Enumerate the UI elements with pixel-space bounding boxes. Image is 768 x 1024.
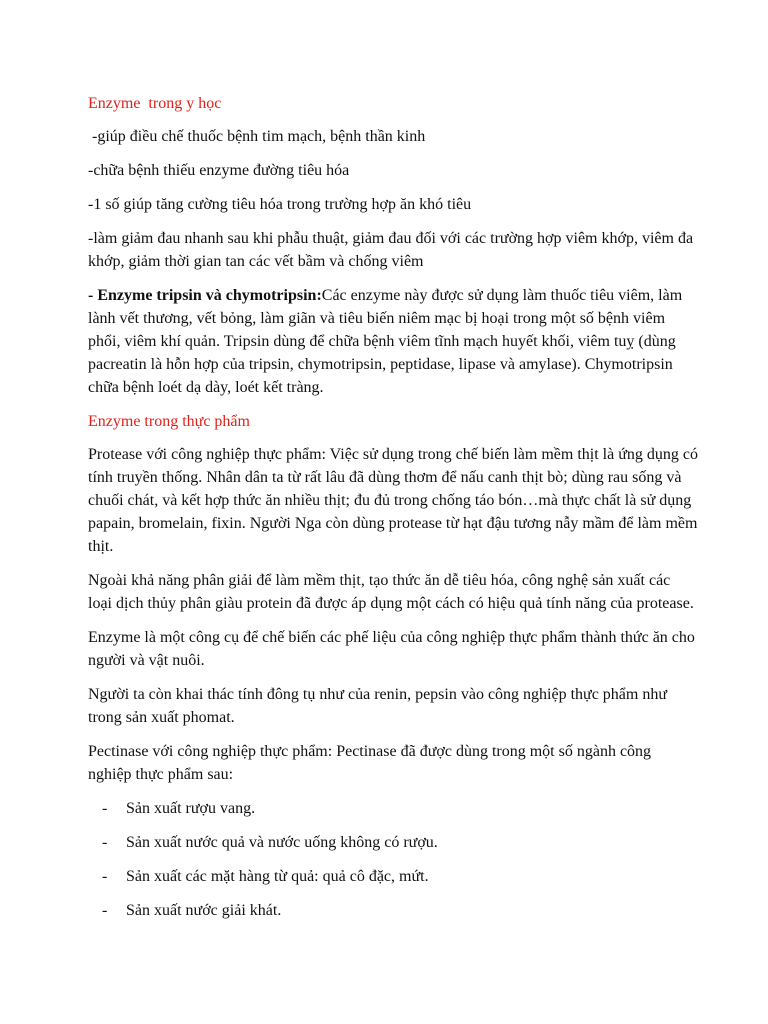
list-item-text: Sản xuất rượu vang. [126, 800, 256, 817]
medicine-item-1: -giúp điều chế thuốc bệnh tim mạch, bệnh thần kinh [88, 128, 426, 145]
medicine-item-3: -1 số giúp tăng cường tiêu hóa trong trường hợp ăn khó tiêu [88, 196, 472, 213]
food-paragraph-4: Người ta còn khai thác tính đông tụ như của renin, pepsin vào công nghiệp thực phẩm như trong sản xuất phomat. [88, 686, 668, 726]
food-paragraph-2: Ngoài khả năng phân giải để làm mềm thịt, tạo thức ăn dễ tiêu hóa, công nghệ sản xuất các loại dịch thủy phân giàu protein đã được áp dụng một cách có hiệu quả tính năng của protease. [88, 572, 694, 612]
list-item [88, 865, 698, 888]
heading-medicine: Enzyme trong y học [88, 95, 222, 112]
heading-food: Enzyme trong thực phẩm [88, 413, 250, 430]
list-dash: - [102, 868, 108, 885]
food-paragraph-3: Enzyme là một công cụ để chế biến các phế liệu của công nghiệp thực phẩm thành thức ăn cho người và vật nuôi. [88, 629, 695, 669]
medicine-item-2: -chữa bệnh thiếu enzyme đường tiêu hóa [88, 162, 350, 179]
tripsin-text: Các enzyme này được sử dụng làm thuốc tiêu viêm, làm lành vết thương, vết bỏng, làm giãn và tiêu biến niêm mạc bị hoại trong một số bệnh viêm phổi, viêm khí quản. Tripsin dùng để chữa bệnh viêm tĩnh mạch huyết khối, viêm tuỵ (dùng pacreatin là hỗn hợp của tripsin, chymotripsin, peptidase, lipase và amylase). Chymotripsin chữa bệnh loét dạ dày, loét kết tràng. [88, 287, 683, 396]
tripsin-label: - Enzyme tripsin và chymotripsin: [88, 287, 322, 304]
list-item [88, 899, 698, 922]
list-item-text: Sản xuất nước quả và nước uống không có rượu. [126, 834, 438, 851]
list-dash: - [102, 800, 108, 817]
list-dash: - [102, 902, 108, 919]
food-paragraph-1: Protease với công nghiệp thực phẩm: Việc sử dụng trong chế biến làm mềm thịt là ứng dụng có tính truyền thống. Nhân dân ta từ rất lâu đã dùng thơm để nấu canh thịt bò; dùng rau sống và chuối chát, và kết hợp thức ăn nhiều thịt; đu đủ trong chống táo bón…mà thực chất là sử dụng papain, bromelain, fixin. Người Nga còn dùng protease từ hạt đậu tương nẫy mầm để làm mềm thịt. [88, 446, 698, 555]
list-dash: - [102, 834, 108, 851]
pectinase-list [88, 797, 698, 922]
list-item [88, 797, 698, 820]
medicine-item-4: -làm giảm đau nhanh sau khi phẫu thuật, giảm đau đối với các trường hợp viêm khớp, viêm đa khớp, giảm thời gian tan các vết bầm và chống viêm [88, 230, 694, 270]
food-paragraph-5: Pectinase với công nghiệp thực phẩm: Pectinase đã được dùng trong một số ngành công nghiệp thực phẩm sau: [88, 743, 652, 783]
list-item-text: Sản xuất nước giải khát. [126, 902, 282, 919]
list-item-text: Sản xuất các mặt hàng từ quả: quả cô đặc, mứt. [126, 868, 429, 885]
document-page [88, 92, 698, 933]
tripsin-paragraph [88, 284, 698, 399]
list-item [88, 831, 698, 854]
